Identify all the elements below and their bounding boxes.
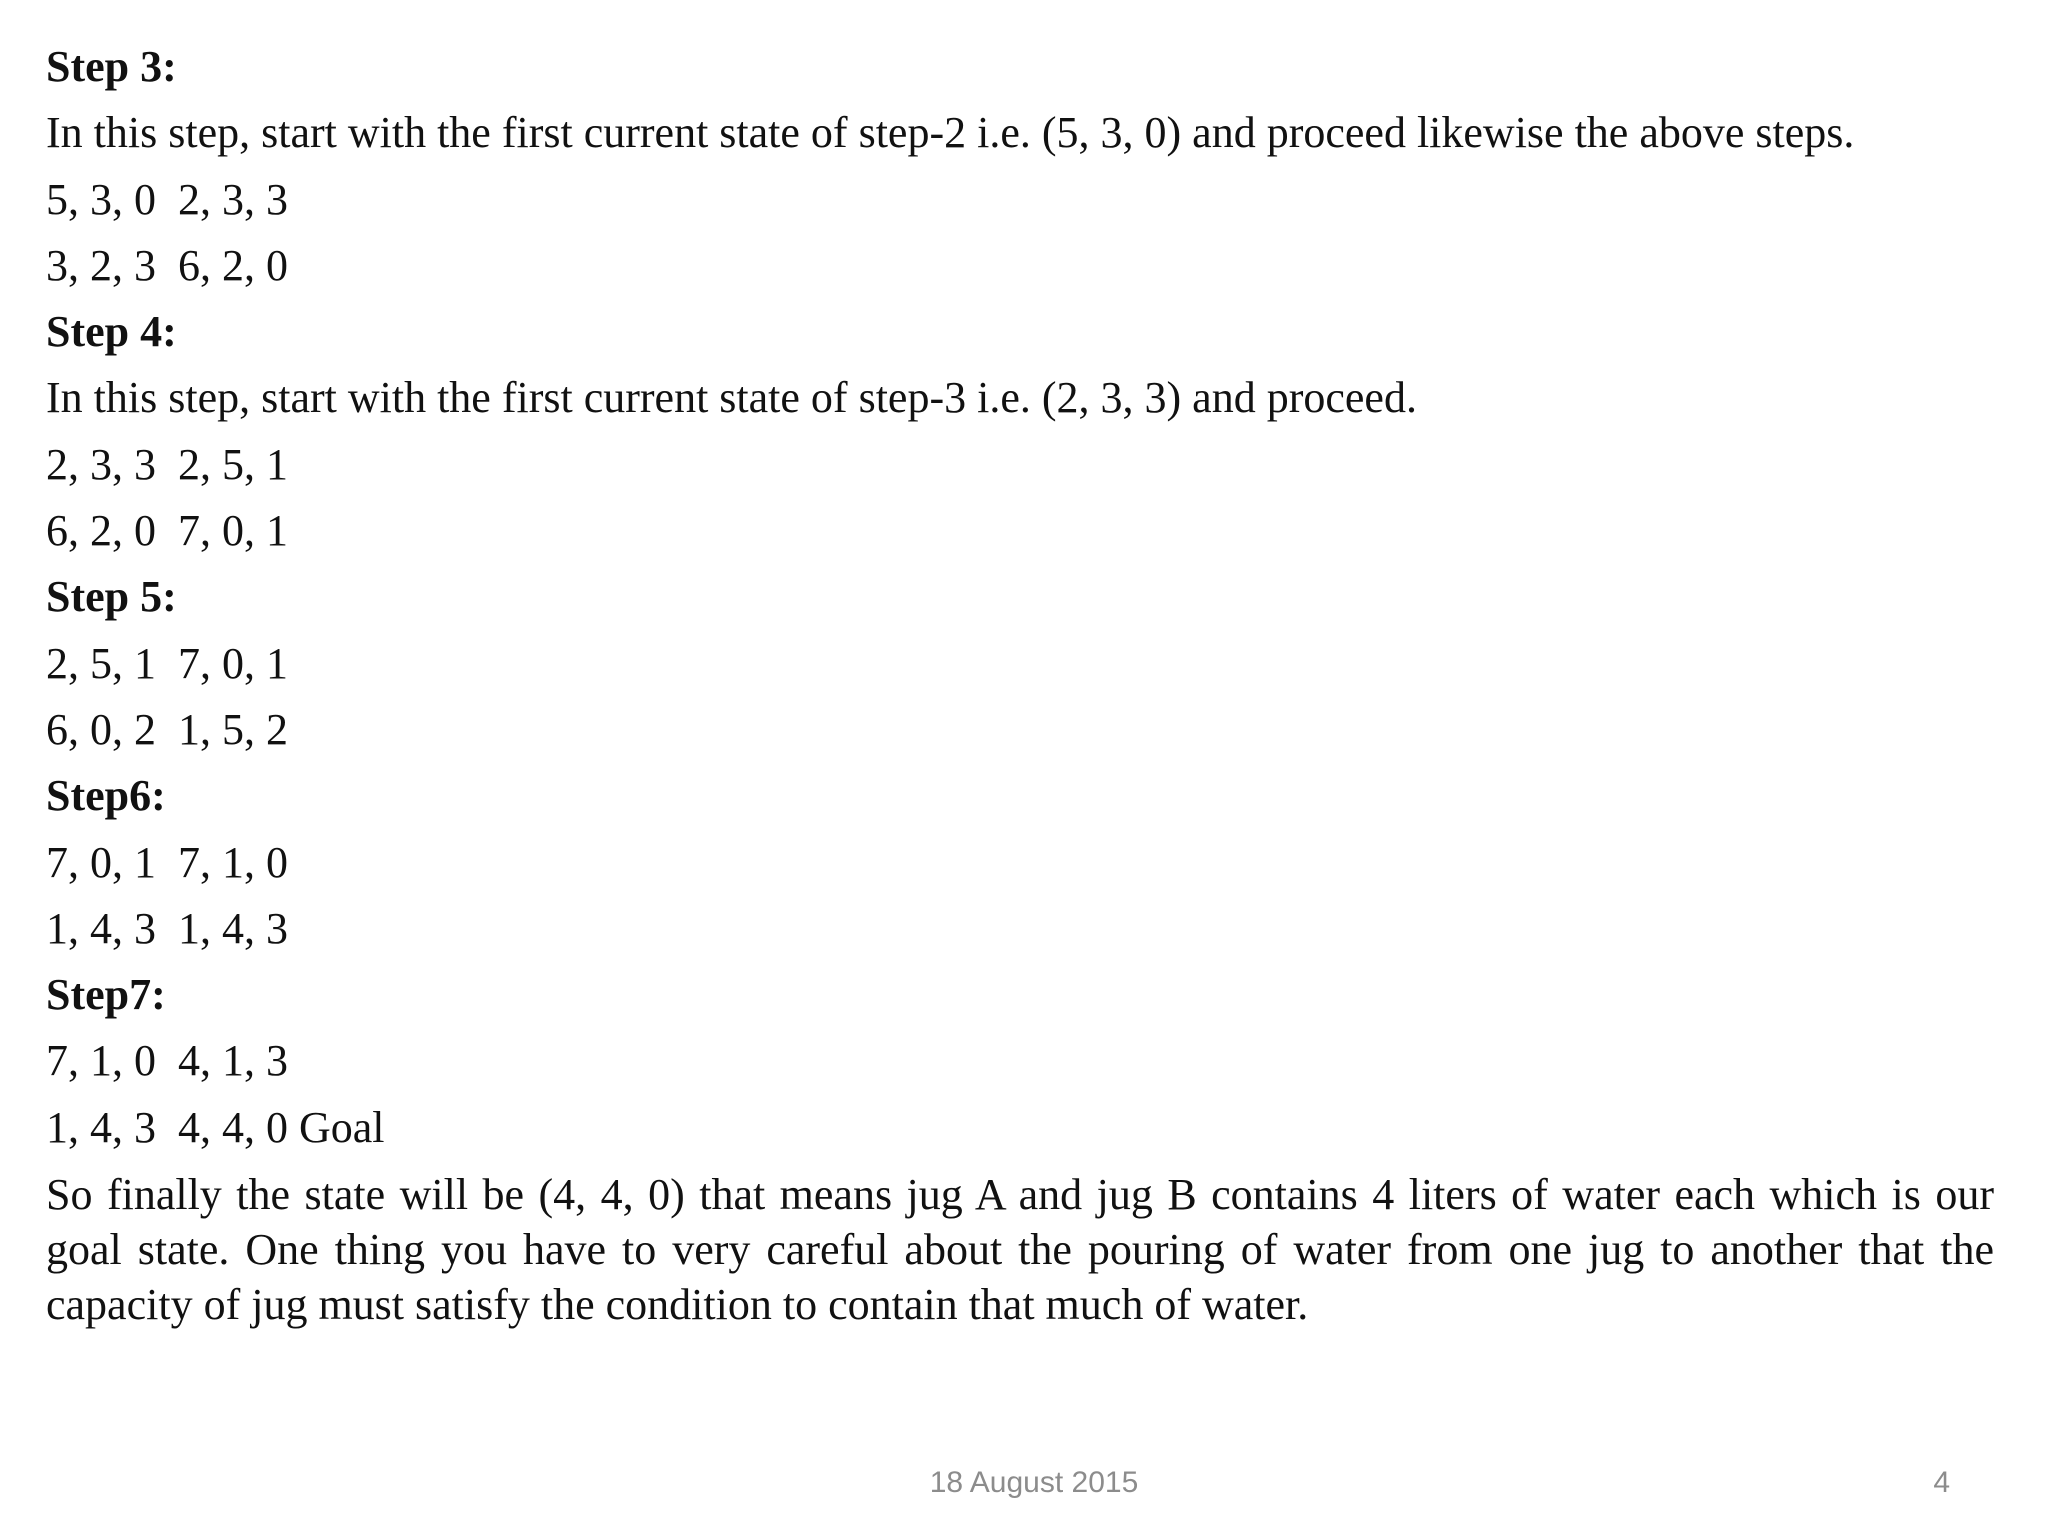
step-5-heading: Step 5: [46,572,177,622]
step-4-state-row-2: 6, 2, 0 7, 0, 1 [46,506,288,556]
step-3-state-row-2: 3, 2, 3 6, 2, 0 [46,240,288,290]
footer-date: 18 August 2015 [929,1466,1139,1499]
slide-number: 4 [1933,1466,1950,1499]
step-4-heading: Step 4: [46,307,177,357]
step-3-description: In this step, start with the first current state of step-2 i.e. (5, 3, 0) and proceed likewise the above steps. [46,108,1855,158]
step-4-description: In this step, start with the first current state of step-3 i.e. (2, 3, 3) and proceed. [46,373,1417,423]
step-3-heading: Step 3: [46,42,177,91]
conclusion-paragraph: So finally the state will be (4, 4, 0) that means jug A and jug B contains 4 liters of water each which is our goal state. One thing you have to very careful about the pouring of water from one jug to another that the capacity of jug must satisfy the condition to contain that much of water. [46,1170,1994,1330]
step-7-state-row-1: 7, 1, 0 4, 1, 3 [46,1036,288,1086]
step-6-heading: Step6: [46,771,166,821]
slide-content [46,34,2002,1332]
step-6-state-row-1: 7, 0, 1 7, 1, 0 [46,837,288,887]
step-4-state-row-1: 2, 3, 3 2, 5, 1 [46,439,288,489]
step-3-state-row-1: 5, 3, 0 2, 3, 3 [46,174,288,224]
step-5-state-row-2: 6, 0, 2 1, 5, 2 [46,704,288,754]
step-7-state-row-2: 1, 4, 3 4, 4, 0 Goal [46,1102,385,1152]
step-5-state-row-1: 2, 5, 1 7, 0, 1 [46,638,288,688]
step-7-heading: Step7: [46,970,166,1020]
step-6-state-row-2: 1, 4, 3 1, 4, 3 [46,903,288,953]
